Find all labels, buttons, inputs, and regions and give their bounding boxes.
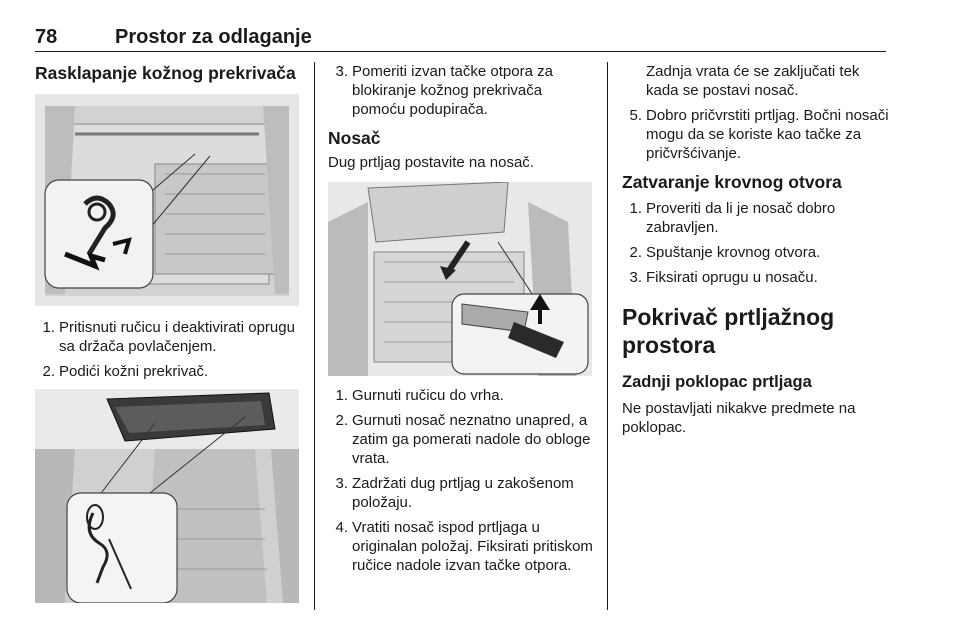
section-heading-carrier: Nosač: [328, 128, 381, 148]
steps-continue-carrier: [622, 106, 892, 163]
figure-carrier: [328, 182, 592, 376]
step-2: 2. Gurnuti nosač neznatno unapred, a zatim ga pomerati nadole do obloge vrata.: [335, 412, 591, 467]
step-3: 3. Zadržati dug prtljag u zakošenom položaju.: [335, 475, 574, 511]
figure-cover-release: [35, 94, 299, 306]
figure-cover-lifted: [35, 389, 299, 603]
continuation-text: Zadnja vrata će se zaključati tek kada se postavi nosač.: [646, 63, 860, 99]
page-header: [35, 26, 886, 50]
step-2: 2. Spuštanje krovnog otvora.: [629, 244, 821, 261]
steps-unfold-cover: [35, 318, 300, 381]
header-divider: [35, 51, 886, 52]
illustration-carrier-bar: [328, 182, 592, 376]
column-divider-1: [314, 62, 315, 610]
step-2: 2. Podići kožni prekrivač.: [42, 363, 209, 380]
section-heading-unfold-cover: Rasklapanje kožnog prekrivača: [35, 63, 296, 83]
subheading-rear-cover: Zadnji poklopac prtljaga: [622, 373, 812, 391]
column-divider-2: [607, 62, 608, 610]
illustration-cargo-area-handle: [35, 94, 299, 306]
column-3: [622, 62, 892, 437]
illustration-raised-cover-with-spring: [35, 389, 299, 603]
step-5: 5. Dobro pričvrstiti prtljag. Bočni nosači mogu da se koriste kao tačke za pričvršćivanje.: [629, 107, 889, 162]
step-4: 4. Vratiti nosač ispod prtljaga u originalan položaj. Fiksirati pritiskom ručice nadole izvan tačke otpora.: [335, 519, 593, 574]
step-3: 3. Pomeriti izvan tačke otpora za blokiranje kožnog prekrivača pomoću podupirača.: [335, 63, 553, 118]
page-title: Prostor za odlaganje: [115, 26, 312, 48]
page-number: 78: [35, 26, 58, 48]
steps-close-roof: [622, 199, 892, 287]
steps-carrier: [328, 386, 593, 575]
step-1: 1. Gurnuti ručicu do vrha.: [335, 387, 504, 404]
step-3: 3. Fiksirati oprugu u nosaču.: [629, 269, 818, 286]
carrier-intro: Dug prtljag postavite na nosač.: [328, 154, 534, 171]
steps-continue: [328, 62, 593, 119]
section-heading-close-roof: Zatvaranje krovnog otvora: [622, 172, 842, 192]
column-2: [328, 62, 593, 581]
rear-cover-paragraph: Ne postavljati nikakve predmete na poklopac.: [622, 400, 856, 436]
step-1: 1. Proveriti da li je nosač dobro zabravljen.: [629, 200, 836, 236]
step-1: 1. Pritisnuti ručicu i deaktivirati oprugu sa držača povlačenjem.: [42, 319, 295, 355]
section-heading-cargo-cover: Pokrivač prtljažnog prostora: [622, 304, 835, 358]
column-1: [35, 62, 300, 603]
